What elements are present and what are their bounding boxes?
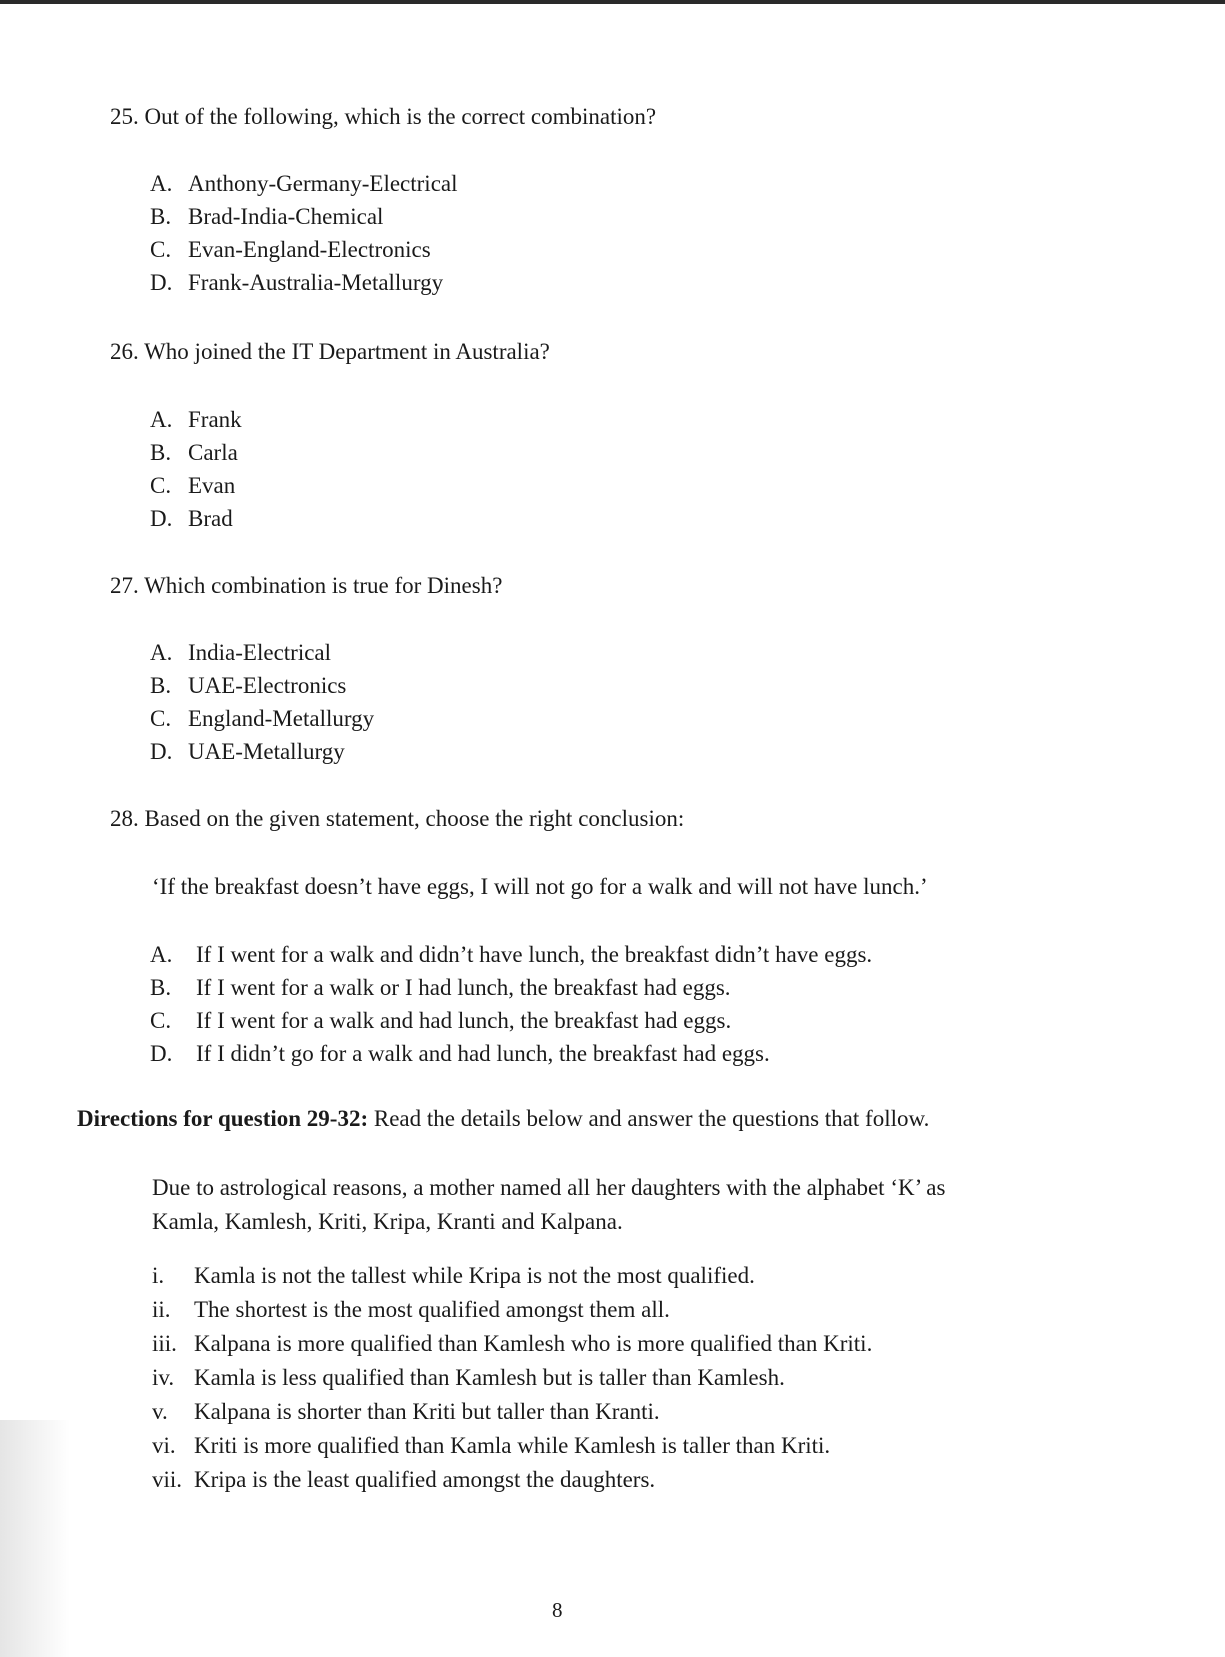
option-text: India-Electrical <box>188 640 332 665</box>
fact-item <box>152 1395 872 1429</box>
option-letter: B. <box>150 673 172 698</box>
option-text: UAE-Electronics <box>188 673 347 698</box>
question-text: Who joined the IT Department in Australia? <box>144 339 550 364</box>
passage-line-2: Kamla, Kamlesh, Kriti, Kripa, Kranti and Kalpana. <box>152 1209 623 1234</box>
option-a <box>150 403 242 436</box>
option-text: Evan <box>188 473 236 498</box>
option-letter: A. <box>150 171 173 196</box>
option-text: Brad-India-Chemical <box>188 204 384 229</box>
question-number: 28. <box>110 806 139 831</box>
option-text: Frank-Australia-Metallurgy <box>188 270 444 295</box>
fact-text: Kalpana is more qualified than Kamlesh who is more qualified than Kriti. <box>194 1331 873 1356</box>
option-letter: D. <box>150 739 173 764</box>
question-27-options <box>150 636 374 768</box>
option-a <box>150 636 374 669</box>
question-number: 26. <box>110 339 139 364</box>
option-text: Frank <box>188 407 242 432</box>
facts-list <box>152 1259 872 1497</box>
option-c <box>150 702 374 735</box>
option-letter: C. <box>150 706 172 731</box>
question-number: 27. <box>110 573 139 598</box>
directions-text: Read the details below and answer the questions that follow. <box>373 1106 930 1131</box>
option-c <box>150 469 242 502</box>
question-28-statement: ‘If the breakfast doesn’t have eggs, I will not go for a walk and will not have lunch.’ <box>152 874 928 899</box>
option-d <box>150 266 458 299</box>
question-25-options <box>150 167 458 299</box>
page-number: 8 <box>552 1598 563 1622</box>
option-letter: D. <box>150 506 173 531</box>
option-letter: A. <box>150 640 173 665</box>
option-letter: B. <box>150 440 172 465</box>
fact-text: Kriti is more qualified than Kamla while Kamlesh is taller than Kriti. <box>194 1433 831 1458</box>
question-number: 25. <box>110 104 139 129</box>
question-text: Out of the following, which is the correct combination? <box>144 104 657 129</box>
option-letter: D. <box>150 270 173 295</box>
option-b <box>150 200 458 233</box>
fact-text: The shortest is the most qualified amongst them all. <box>194 1297 670 1322</box>
option-b <box>150 669 374 702</box>
fact-text: Kamla is not the tallest while Kripa is not the most qualified. <box>194 1263 755 1288</box>
fact-item <box>152 1259 872 1293</box>
option-letter: D. <box>150 1041 173 1066</box>
fact-number: ii. <box>152 1297 171 1322</box>
fact-item <box>152 1361 872 1395</box>
option-a <box>150 167 458 200</box>
question-26 <box>110 337 550 367</box>
option-b <box>150 436 242 469</box>
option-letter: C. <box>150 1008 172 1033</box>
question-text: Which combination is true for Dinesh? <box>144 573 503 598</box>
directions-label: Directions for question 29-32: <box>77 1106 369 1131</box>
option-text: UAE-Metallurgy <box>188 739 345 764</box>
option-letter: C. <box>150 473 172 498</box>
option-letter: A. <box>150 407 173 432</box>
passage-line-1: Due to astrological reasons, a mother named all her daughters with the alphabet ‘K’ as <box>152 1175 946 1200</box>
fact-text: Kamla is less qualified than Kamlesh but is taller than Kamlesh. <box>194 1365 785 1390</box>
question-28-options <box>150 938 872 1070</box>
question-28 <box>110 804 684 834</box>
option-b <box>150 971 872 1004</box>
fact-number: vi. <box>152 1433 176 1458</box>
fact-number: vii. <box>152 1467 183 1492</box>
option-text: Brad <box>188 506 233 531</box>
option-letter: B. <box>150 975 172 1000</box>
option-letter: A. <box>150 942 173 967</box>
question-text: Based on the given statement, choose the right conclusion: <box>144 806 685 831</box>
option-text: If I went for a walk and had lunch, the breakfast had eggs. <box>196 1008 732 1033</box>
option-c <box>150 1004 872 1037</box>
option-d <box>150 735 374 768</box>
fact-number: iii. <box>152 1331 177 1356</box>
option-text: If I went for a walk and didn’t have lunch, the breakfast didn’t have eggs. <box>196 942 873 967</box>
option-c <box>150 233 458 266</box>
option-text: Carla <box>188 440 238 465</box>
option-d <box>150 1037 872 1070</box>
fact-text: Kripa is the least qualified amongst the daughters. <box>194 1467 656 1492</box>
fact-item <box>152 1463 872 1497</box>
option-a <box>150 938 872 971</box>
option-text: England-Metallurgy <box>188 706 375 731</box>
option-text: Evan-England-Electronics <box>188 237 431 262</box>
option-letter: C. <box>150 237 172 262</box>
directions <box>77 1104 929 1134</box>
fact-item <box>152 1293 872 1327</box>
fact-number: v. <box>152 1399 168 1424</box>
fact-text: Kalpana is shorter than Kriti but taller than Kranti. <box>194 1399 660 1424</box>
question-27 <box>110 571 502 601</box>
option-text: Anthony-Germany-Electrical <box>188 171 458 196</box>
option-text: If I didn’t go for a walk and had lunch, the breakfast had eggs. <box>196 1041 770 1066</box>
option-text: If I went for a walk or I had lunch, the breakfast had eggs. <box>196 975 731 1000</box>
fact-item <box>152 1429 872 1463</box>
fact-number: i. <box>152 1263 165 1288</box>
fact-item <box>152 1327 872 1361</box>
option-letter: B. <box>150 204 172 229</box>
passage <box>152 1171 1052 1239</box>
question-25 <box>110 102 656 132</box>
question-26-options <box>150 403 242 535</box>
option-d <box>150 502 242 535</box>
fact-number: iv. <box>152 1365 175 1390</box>
